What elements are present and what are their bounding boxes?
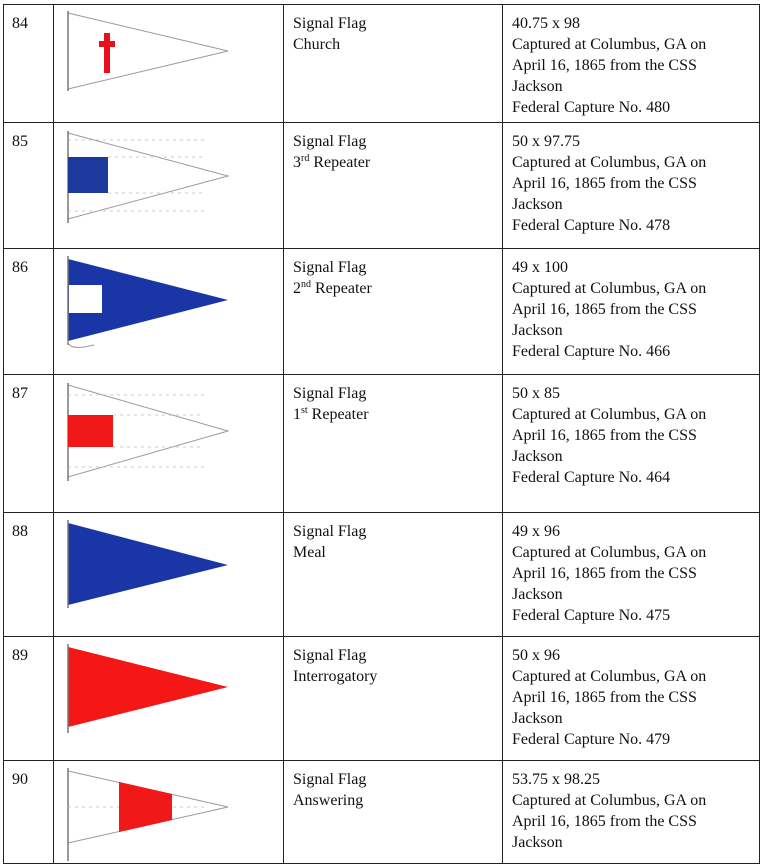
capture-vessel: Jackson xyxy=(512,322,563,339)
capture-location: Captured at Columbus, GA on xyxy=(512,544,707,561)
flag-description-cell xyxy=(503,249,760,375)
flag-description-cell xyxy=(503,375,760,513)
table-row xyxy=(4,123,760,249)
capture-vessel: Jackson xyxy=(512,586,563,603)
flag-meaning: Meal xyxy=(293,544,326,561)
flag-description-cell xyxy=(503,5,760,123)
flag-description-cell xyxy=(503,761,760,864)
flag-dimensions: 50 x 85 xyxy=(512,385,560,402)
flag-number: 85 xyxy=(4,123,54,249)
flag-name-cell xyxy=(284,123,503,249)
flag-meaning: Church xyxy=(293,36,341,53)
capture-location: Captured at Columbus, GA on xyxy=(512,154,707,171)
red-vertical-band xyxy=(119,782,172,832)
red-square xyxy=(68,415,113,447)
table-row xyxy=(4,249,760,375)
capture-date: April 16, 1865 from the CSS xyxy=(512,565,697,582)
flag-image-cell xyxy=(54,761,284,864)
federal-capture-number: Federal Capture No. 466 xyxy=(512,343,671,360)
flag-image-cell xyxy=(54,513,284,637)
first-repeater-pennant-flag xyxy=(54,375,284,512)
third-repeater-pennant-flag xyxy=(54,123,284,248)
flag-name-cell xyxy=(284,375,503,513)
flag-description-cell xyxy=(503,513,760,637)
flag-name-cell xyxy=(284,5,503,123)
flag-dimensions: 53.75 x 98.25 xyxy=(512,771,600,788)
table-row xyxy=(4,375,760,513)
flag-number: 86 xyxy=(4,249,54,375)
flag-meaning: 2nd Repeater xyxy=(293,279,372,297)
capture-location: Captured at Columbus, GA on xyxy=(512,280,707,297)
flag-type: Signal Flag xyxy=(293,523,367,540)
table-row xyxy=(4,513,760,637)
table-row xyxy=(4,761,760,864)
second-repeater-pennant-flag xyxy=(54,249,284,374)
flag-type: Signal Flag xyxy=(293,15,367,32)
federal-capture-number: Federal Capture No. 475 xyxy=(512,607,671,624)
flag-name-cell xyxy=(284,249,503,375)
flag-meaning: 3rd Repeater xyxy=(293,153,371,171)
flag-image-cell xyxy=(54,249,284,375)
flag-type: Signal Flag xyxy=(293,771,367,788)
flag-number: 89 xyxy=(4,637,54,761)
capture-date: April 16, 1865 from the CSS xyxy=(512,57,697,74)
capture-date: April 16, 1865 from the CSS xyxy=(512,689,697,706)
capture-date: April 16, 1865 from the CSS xyxy=(512,427,697,444)
flag-number: 87 xyxy=(4,375,54,513)
capture-date: April 16, 1865 from the CSS xyxy=(512,813,697,830)
capture-location: Captured at Columbus, GA on xyxy=(512,792,707,809)
white-square xyxy=(69,285,102,313)
flag-dimensions: 40.75 x 98 xyxy=(512,15,580,32)
flag-meaning: Interrogatory xyxy=(293,668,378,685)
interrogatory-pennant-flag xyxy=(54,637,284,760)
flag-meaning: Answering xyxy=(293,792,364,809)
flag-type: Signal Flag xyxy=(293,259,367,276)
signal-flag-table xyxy=(3,4,760,864)
flag-type: Signal Flag xyxy=(293,385,367,402)
capture-vessel: Jackson xyxy=(512,710,563,727)
table-row xyxy=(4,5,760,123)
flag-number: 88 xyxy=(4,513,54,637)
flag-description-cell xyxy=(503,637,760,761)
flag-type: Signal Flag xyxy=(293,647,367,664)
flag-dimensions: 50 x 96 xyxy=(512,647,560,664)
flag-name-cell xyxy=(284,637,503,761)
capture-location: Captured at Columbus, GA on xyxy=(512,36,707,53)
capture-date: April 16, 1865 from the CSS xyxy=(512,301,697,318)
flag-name-cell xyxy=(284,513,503,637)
federal-capture-number: Federal Capture No. 480 xyxy=(512,99,671,116)
capture-vessel: Jackson xyxy=(512,196,563,213)
red-cross-post xyxy=(104,33,110,73)
flag-number: 84 xyxy=(4,5,54,123)
flag-dimensions: 49 x 100 xyxy=(512,259,568,276)
flag-image-cell xyxy=(54,375,284,513)
flag-image-cell xyxy=(54,123,284,249)
capture-location: Captured at Columbus, GA on xyxy=(512,406,707,423)
capture-vessel: Jackson xyxy=(512,78,563,95)
federal-capture-number: Federal Capture No. 478 xyxy=(512,217,671,234)
answering-pennant-flag xyxy=(54,761,284,863)
blue-square xyxy=(68,157,108,193)
table-row xyxy=(4,637,760,761)
flag-description-cell xyxy=(503,123,760,249)
meal-pennant-flag xyxy=(54,513,284,636)
federal-capture-number: Federal Capture No. 479 xyxy=(512,731,671,748)
church-pennant-flag xyxy=(54,5,284,122)
capture-date: April 16, 1865 from the CSS xyxy=(512,175,697,192)
flag-dimensions: 50 x 97.75 xyxy=(512,133,580,150)
capture-vessel: Jackson xyxy=(512,834,563,851)
flag-name-cell xyxy=(284,761,503,864)
flag-type: Signal Flag xyxy=(293,133,367,150)
flag-number: 90 xyxy=(4,761,54,864)
flag-image-cell xyxy=(54,5,284,123)
flag-image-cell xyxy=(54,637,284,761)
capture-vessel: Jackson xyxy=(512,448,563,465)
flag-dimensions: 49 x 96 xyxy=(512,523,560,540)
federal-capture-number: Federal Capture No. 464 xyxy=(512,469,671,486)
flag-meaning: 1st Repeater xyxy=(293,405,369,423)
capture-location: Captured at Columbus, GA on xyxy=(512,668,707,685)
